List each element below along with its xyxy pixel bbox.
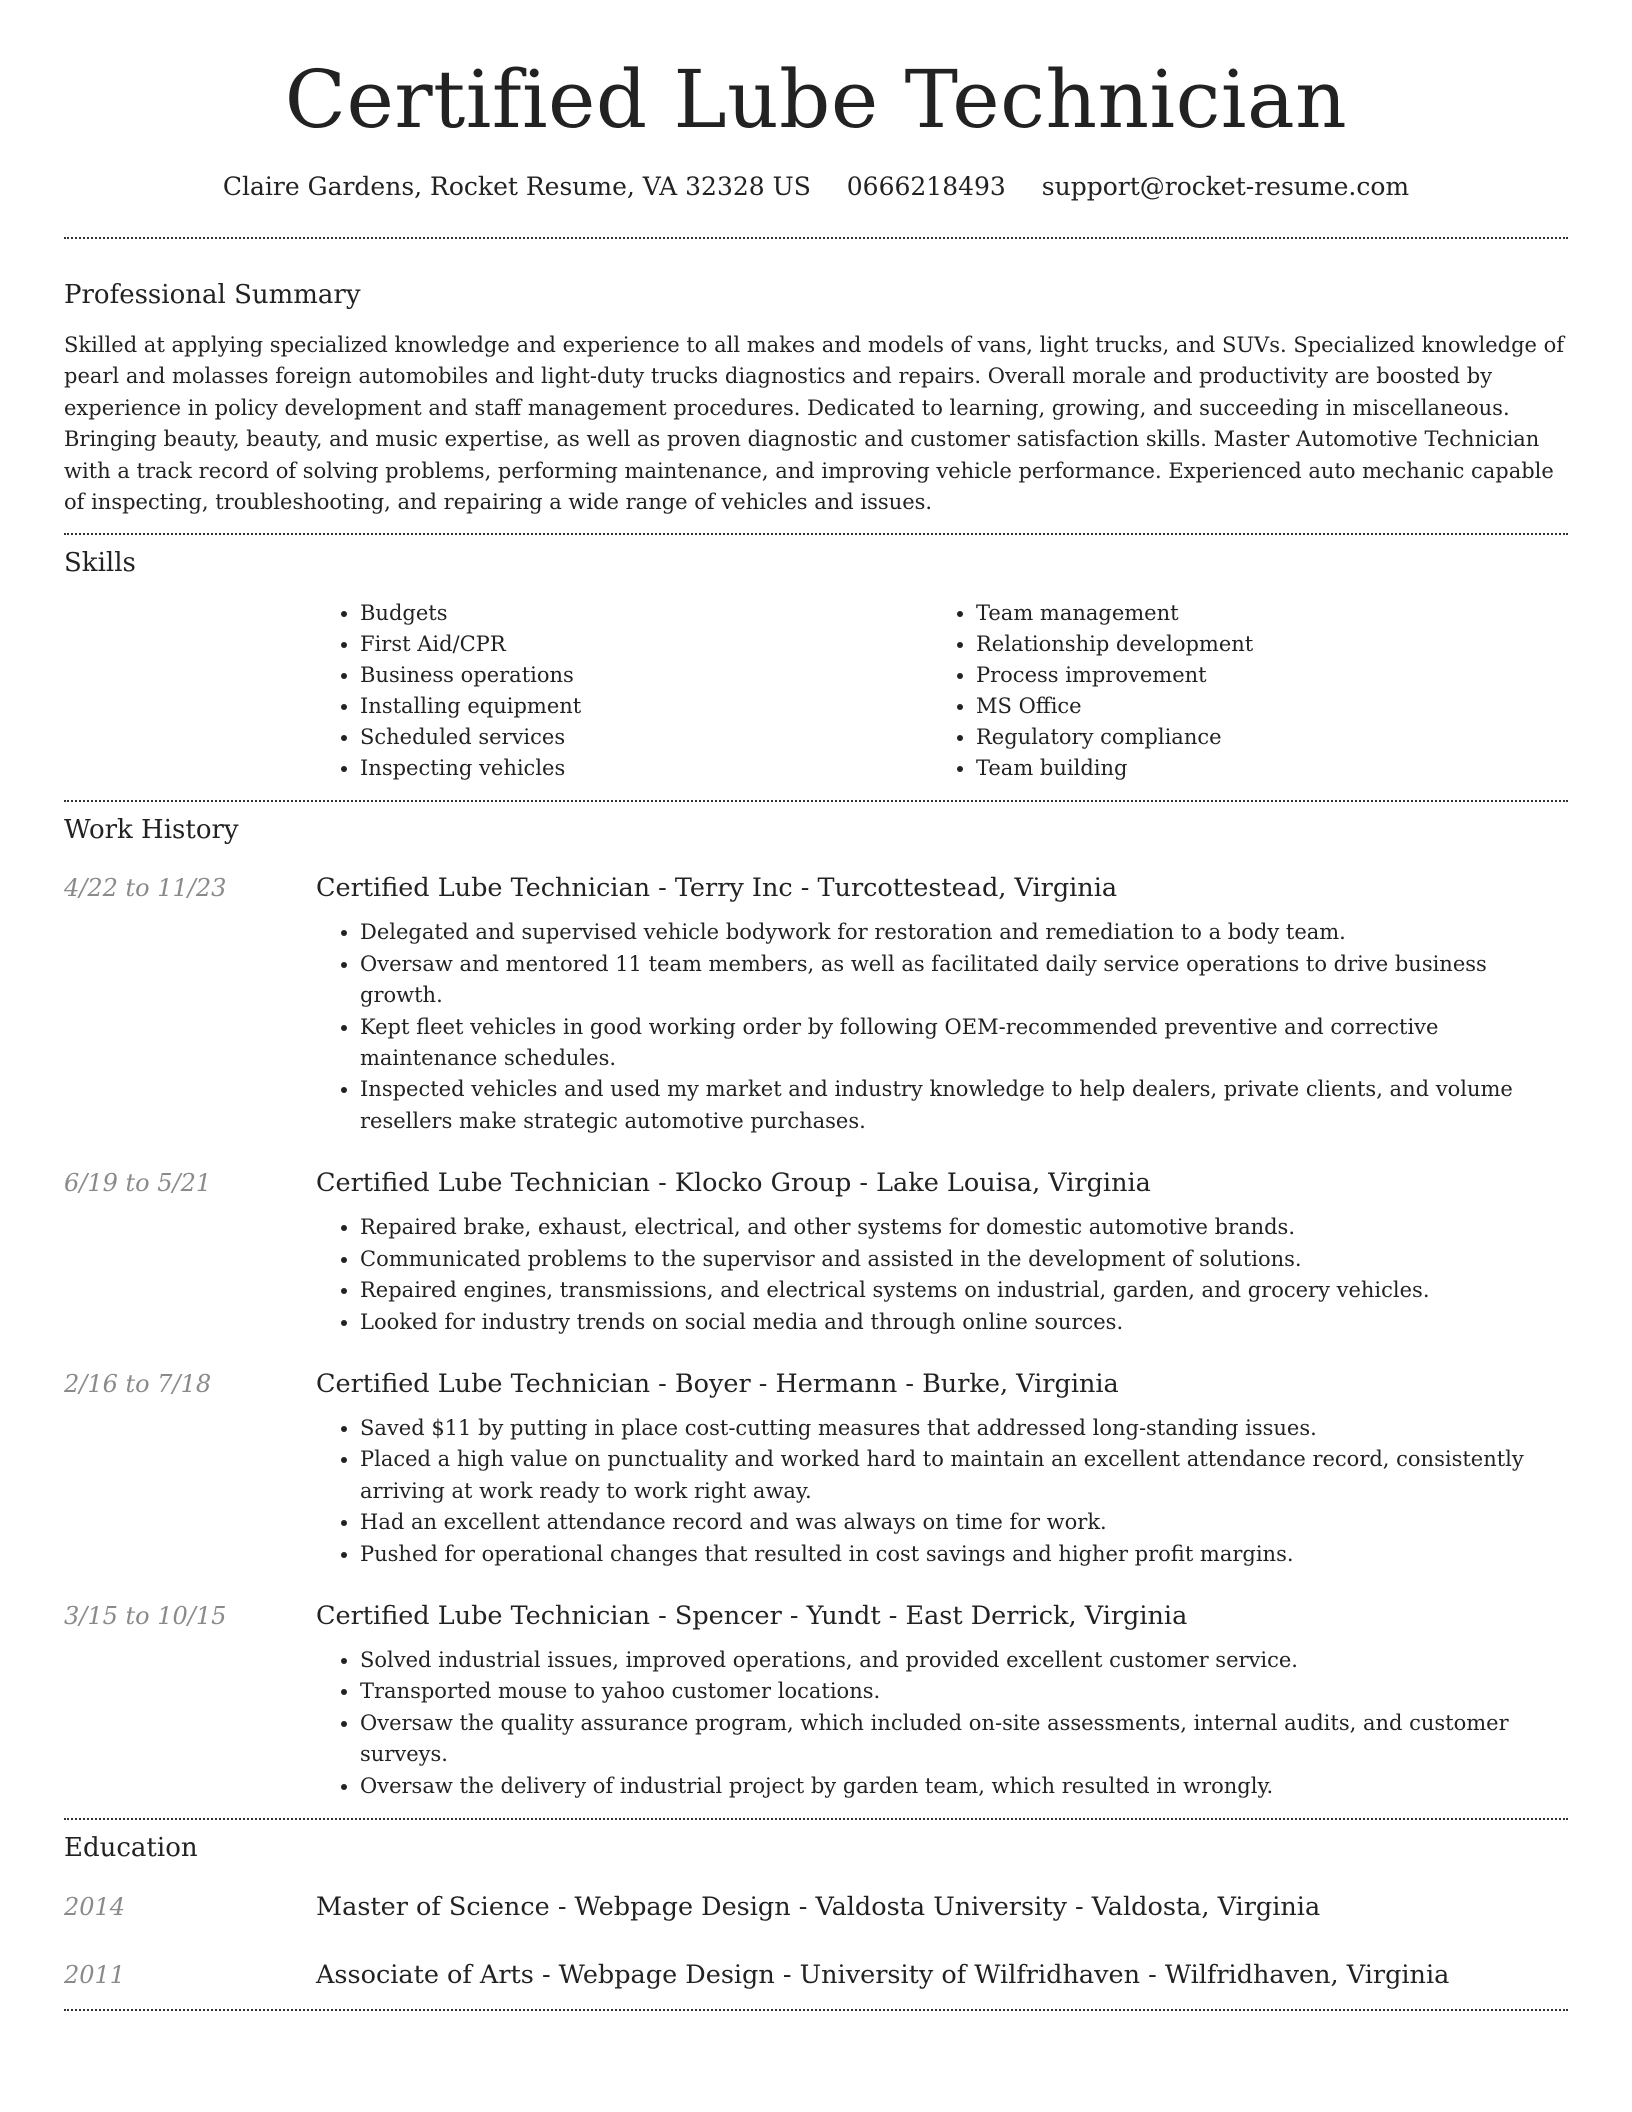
job-bullets xyxy=(316,1645,1568,1802)
skills-heading: Skills xyxy=(64,548,136,579)
job-bullet: • Transported mouse to yahoo customer locations. xyxy=(360,1676,1568,1707)
job-bullets xyxy=(316,1413,1568,1570)
education-entry xyxy=(64,1958,1568,1992)
skill-item: • Team management xyxy=(976,598,1548,629)
job-bullet: • Oversaw and mentored 11 team members, as well as facilitated daily service operations to drive business growth. xyxy=(360,949,1568,1012)
job-bullet: • Saved $11 by putting in place cost-cutting measures that addressed long-standing issues. xyxy=(360,1413,1568,1444)
skills-grid xyxy=(316,598,1568,784)
education-heading: Education xyxy=(64,1832,198,1863)
job-body xyxy=(316,1599,1568,1802)
education-date: 2011 xyxy=(64,1960,126,1989)
skill-item: • Business operations xyxy=(360,660,932,691)
skills-list-left xyxy=(316,598,932,784)
divider xyxy=(64,237,1568,239)
job-date: 3/15 to 10/15 xyxy=(64,1601,227,1630)
skill-item: • First Aid/CPR xyxy=(360,629,932,660)
divider xyxy=(64,533,1568,535)
skill-item: • Relationship development xyxy=(976,629,1548,660)
job-bullet: • Placed a high value on punctuality and worked hard to maintain an excellent attendance record, consistently arriving at work ready to work right away. xyxy=(360,1444,1568,1507)
job-bullet: • Kept fleet vehicles in good working order by following OEM-recommended preventive and corrective maintenance schedules. xyxy=(360,1012,1568,1075)
job-bullet: • Communicated problems to the supervisor and assisted in the development of solutions. xyxy=(360,1244,1568,1275)
job-body xyxy=(316,1367,1568,1570)
job-bullets xyxy=(316,1212,1568,1338)
divider xyxy=(64,800,1568,802)
job-bullet: • Inspected vehicles and used my market and industry knowledge to help dealers, private clients, and volume resellers make strategic automotive purchases. xyxy=(360,1074,1568,1137)
education-date: 2014 xyxy=(64,1892,126,1921)
job-entry xyxy=(64,1367,1568,1570)
job-bullets xyxy=(316,917,1568,1137)
summary-text: Skilled at applying specialized knowledge and experience to all makes and models of vans, light trucks, and SUVs. Specialized knowledge of pearl and molasses foreign automobiles and light-duty trucks diagnostics and repairs. Overall morale and productivity are boosted by experience in policy development and staff management procedures. Dedicated to learning, growing, and succeeding in miscellaneous. Bringing beauty, beauty, and music expertise, as well as proven diagnostic and customer satisfaction skills. Master Automotive Technician with a track record of solving problems, performing maintenance, and improving vehicle performance. Experienced auto mechanic capable of inspecting, troubleshooting, and repairing a wide range of vehicles and issues. xyxy=(64,333,1565,515)
job-bullet: • Delegated and supervised vehicle bodywork for restoration and remediation to a body team. xyxy=(360,917,1568,948)
skill-item: • Team building xyxy=(976,753,1548,784)
job-bullet: • Repaired brake, exhaust, electrical, and other systems for domestic automotive brands. xyxy=(360,1212,1568,1243)
job-bullet: • Had an excellent attendance record and was always on time for work. xyxy=(360,1507,1568,1538)
education-entry xyxy=(64,1890,1568,1924)
job-entry xyxy=(64,1599,1568,1802)
job-title: Certified Lube Technician - Boyer - Hermann - Burke, Virginia xyxy=(316,1368,1119,1399)
skill-item: • Installing equipment xyxy=(360,691,932,722)
skill-item: • Budgets xyxy=(360,598,932,629)
contact-email: support@rocket-resume.com xyxy=(1041,172,1410,201)
job-bullet: • Solved industrial issues, improved operations, and provided excellent customer service. xyxy=(360,1645,1568,1676)
resume-name: Certified Lube Technician xyxy=(284,53,1348,146)
skill-item: • MS Office xyxy=(976,691,1548,722)
job-bullet: • Oversaw the quality assurance program, which included on-site assessments, internal audits, and customer surveys. xyxy=(360,1708,1568,1771)
skill-item: • Inspecting vehicles xyxy=(360,753,932,784)
job-date: 4/22 to 11/23 xyxy=(64,874,227,903)
job-bullet: • Looked for industry trends on social media and through online sources. xyxy=(360,1307,1568,1338)
summary-heading: Professional Summary xyxy=(64,280,361,310)
job-title: Certified Lube Technician - Terry Inc - Turcottestead, Virginia xyxy=(316,873,1118,904)
job-date: 6/19 to 5/21 xyxy=(64,1169,212,1198)
contact-phone: 0666218493 xyxy=(846,172,1006,201)
job-entry xyxy=(64,871,1568,1137)
skills-list-right xyxy=(932,598,1548,784)
contact-line xyxy=(64,170,1568,204)
job-title: Certified Lube Technician - Spencer - Yundt - East Derrick, Virginia xyxy=(316,1600,1188,1631)
job-bullet: • Repaired engines, transmissions, and electrical systems on industrial, garden, and grocery vehicles. xyxy=(360,1275,1568,1306)
job-title: Certified Lube Technician - Klocko Group - Lake Louisa, Virginia xyxy=(316,1168,1151,1199)
skill-item: • Process improvement xyxy=(976,660,1548,691)
job-date: 2/16 to 7/18 xyxy=(64,1369,212,1398)
job-body xyxy=(316,871,1568,1137)
skill-item: • Regulatory compliance xyxy=(976,722,1548,753)
job-bullet: • Oversaw the delivery of industrial project by garden team, which resulted in wrongly. xyxy=(360,1771,1568,1802)
job-body xyxy=(316,1166,1568,1338)
education-text: Master of Science - Webpage Design - Valdosta University - Valdosta, Virginia xyxy=(316,1891,1321,1922)
work-heading: Work History xyxy=(64,815,239,846)
skill-item: • Scheduled services xyxy=(360,722,932,753)
contact-address: Claire Gardens, Rocket Resume, VA 32328 US xyxy=(222,172,811,201)
divider xyxy=(64,1818,1568,1820)
job-entry xyxy=(64,1166,1568,1338)
job-bullet: • Pushed for operational changes that resulted in cost savings and higher profit margins. xyxy=(360,1539,1568,1570)
divider xyxy=(64,2009,1568,2011)
education-text: Associate of Arts - Webpage Design - University of Wilfridhaven - Wilfridhaven, Virginia xyxy=(316,1959,1450,1990)
